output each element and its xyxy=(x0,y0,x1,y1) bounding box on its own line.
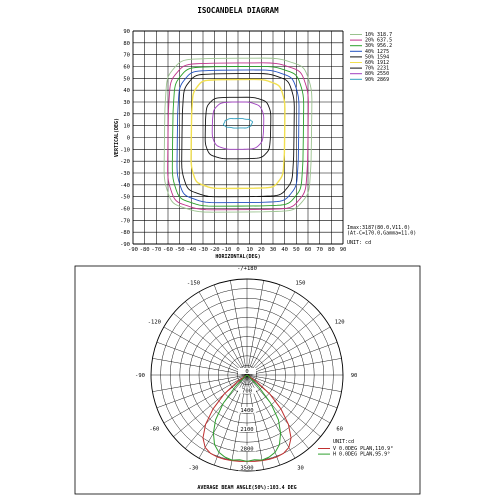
polar-footer: AVERAGE BEAM ANGLE(50%):103.4 DEG xyxy=(197,485,297,491)
iso-x-tick-label: 20 xyxy=(258,247,265,253)
iso-y-tick-label: -20 xyxy=(120,159,130,166)
polar-angle-label: 150 xyxy=(295,280,306,287)
isocandela-legend xyxy=(350,32,392,83)
iso-x-tick-label: -90 xyxy=(128,247,138,253)
iso-y-tick-label: -40 xyxy=(120,182,130,189)
polar-legend-label: V 0.0DEG PLAN,110.9° xyxy=(333,446,394,452)
iso-y-tick-label: 10 xyxy=(123,123,130,130)
iso-x-tick-label: 0 xyxy=(236,247,240,253)
iso-x-tick-label: -70 xyxy=(151,247,162,253)
polar-angle-label: 120 xyxy=(334,319,345,326)
polar-panel-frame xyxy=(75,266,420,494)
iso-x-tick-label: -10 xyxy=(221,247,232,253)
isocandela-annotations xyxy=(347,225,416,246)
iso-y-axis-label: VERTICAL(DEG) xyxy=(114,117,120,158)
polar-radial-label: 2800 xyxy=(240,446,254,453)
iso-legend-label: 30% 956.2 xyxy=(365,43,393,50)
iso-y-tick-label: 30 xyxy=(123,100,130,106)
polar-angle-label: -120 xyxy=(147,319,161,326)
iso-x-tick-label: -30 xyxy=(198,247,208,253)
polar-angle-label: -30 xyxy=(188,465,199,472)
iso-y-tick-label: 40 xyxy=(123,88,130,95)
polar-angle-label: 90 xyxy=(350,373,358,379)
polar-radial-label: 2100 xyxy=(240,427,254,434)
iso-x-tick-label: -40 xyxy=(186,247,197,253)
iso-x-tick-label: 60 xyxy=(304,247,312,253)
iso-x-axis-label: HORIZONTAL(DEG) xyxy=(215,254,261,260)
iso-legend-label: 70% 2231 xyxy=(365,65,390,72)
iso-x-tick-label: -50 xyxy=(174,247,185,253)
iso-legend-label: 80% 2550 xyxy=(365,71,390,78)
polar-angle-label: 60 xyxy=(336,426,343,433)
iso-legend-label: 50% 1594 xyxy=(365,54,390,61)
polar-angle-label: -/+180 xyxy=(237,266,257,272)
iso-y-tick-label: -80 xyxy=(120,230,130,237)
polar-angle-label: -60 xyxy=(149,426,160,433)
iso-y-tick-label: -90 xyxy=(120,242,130,248)
iso-legend-label: 20% 637.5 xyxy=(365,37,393,44)
polar-angle-label: -90 xyxy=(135,373,145,379)
iso-x-tick-label: -60 xyxy=(163,247,173,253)
polar-radial-label: 1400 xyxy=(240,407,254,414)
iso-title: ISOCANDELA DIAGRAM xyxy=(197,6,279,15)
polar-radial-label: 3500 xyxy=(240,465,254,472)
polar-legend-title: UNIT:cd xyxy=(333,439,355,445)
iso-x-tick-label: 50 xyxy=(293,247,300,253)
iso-y-tick-label: -30 xyxy=(120,171,130,177)
iso-x-tick-label: -80 xyxy=(139,247,150,253)
iso-annotation: UNIT: cd xyxy=(347,240,372,246)
iso-annotation: Imax:3187(80.0,V11.0) xyxy=(347,225,411,231)
polar-radial-label: 0 xyxy=(245,369,249,375)
iso-x-tick-label: -20 xyxy=(209,247,220,253)
isocandela-plot xyxy=(114,29,346,260)
polar-radial-label: 700 xyxy=(242,388,252,395)
iso-y-tick-label: 80 xyxy=(123,40,130,47)
polar-plot xyxy=(135,266,357,472)
iso-y-tick-label: 20 xyxy=(123,111,130,118)
iso-y-tick-label: 60 xyxy=(123,64,130,71)
iso-x-tick-label: 30 xyxy=(269,247,277,253)
iso-y-tick-label: -50 xyxy=(120,194,130,201)
iso-y-tick-label: 50 xyxy=(123,76,130,83)
iso-x-tick-label: 10 xyxy=(246,247,253,253)
iso-y-tick-label: -60 xyxy=(120,206,130,213)
iso-legend-label: 90% 2869 xyxy=(365,76,390,83)
iso-legend-label: 40% 1275 xyxy=(365,48,390,55)
iso-y-tick-label: -70 xyxy=(120,218,130,225)
polar-angle-label: 30 xyxy=(297,465,304,472)
polar-legend-label: H 0.0DEG PLAN,95.9° xyxy=(333,451,391,458)
iso-x-tick-label: 90 xyxy=(339,247,347,253)
iso-y-tick-label: 90 xyxy=(123,29,130,35)
iso-x-tick-label: 70 xyxy=(316,247,323,253)
iso-y-tick-label: 0 xyxy=(126,135,130,142)
iso-y-tick-label: -10 xyxy=(120,147,130,154)
polar-legend xyxy=(318,439,393,458)
iso-annotation: (At-C=170.0,Gamma=11.0) xyxy=(347,230,417,237)
iso-legend-label: 60% 1912 xyxy=(365,60,390,66)
iso-legend-label: 10% 318.7 xyxy=(365,32,393,38)
polar-angle-label: -150 xyxy=(186,280,201,287)
iso-x-tick-label: 80 xyxy=(328,247,335,253)
iso-x-tick-label: 40 xyxy=(281,247,288,253)
iso-y-tick-label: 70 xyxy=(123,52,130,59)
